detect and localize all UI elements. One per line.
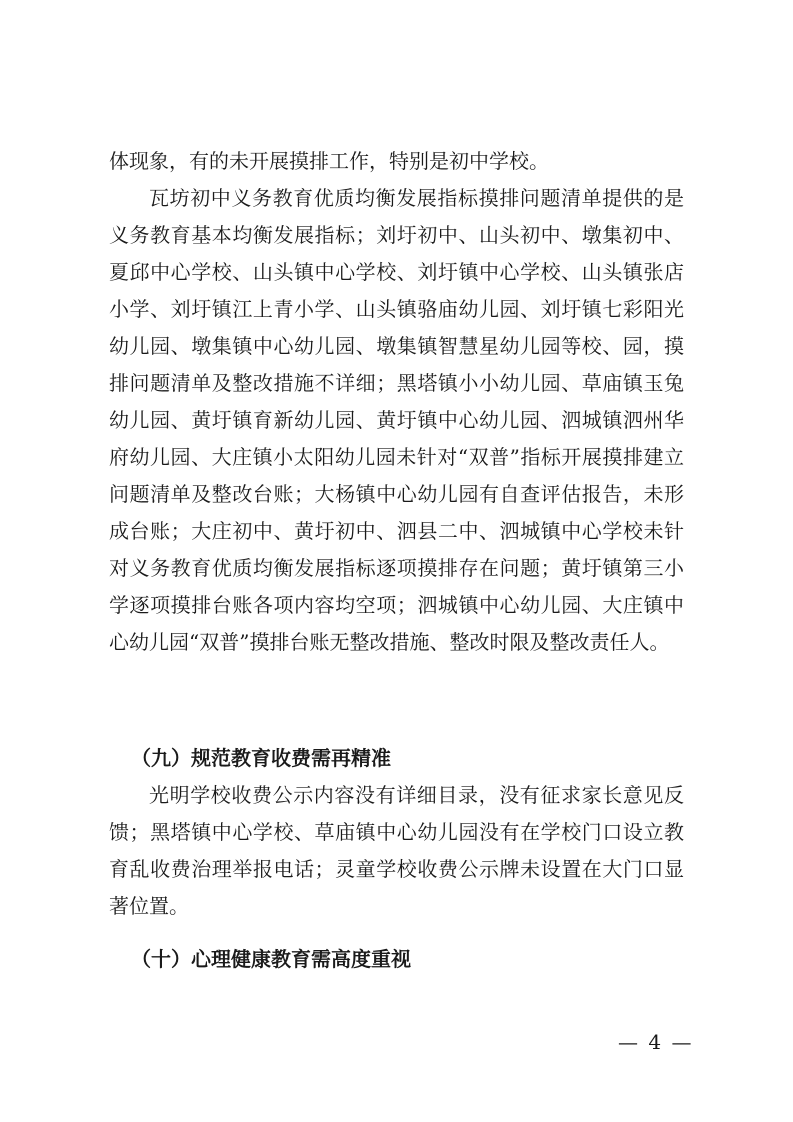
section-heading-10: （十）心理健康教育需高度重视 — [131, 947, 411, 971]
section-heading-9: （九）规范教育收费需再精准 — [131, 746, 391, 770]
page-number: — 4 — — [618, 1030, 694, 1054]
paragraph-fees: 光明学校收费公示内容没有详细目录，没有征求家长意见反馈；黑塔镇中心学校、草庙镇中心幼儿园没有在学校门口设立教育乱收费治理举报电话；灵童学校收费公示牌未设置在大门口显著位置。 — [109, 783, 684, 918]
paragraph-wafang-checklist: 瓦坊初中义务教育优质均衡发展指标摸排问题清单提供的是义务教育基本均衡发展指标；刘圩初中、山头初中、墩集初中、夏邱中心学校、山头镇中心学校、刘圩镇中心学校、山头镇张店小学、刘圩镇江上青小学、山头镇骆庙幼儿园、刘圩镇七彩阳光幼儿园、墩集镇中心幼儿园、墩集镇智慧星幼儿园等校、园，摸排问题清单及整改措施不详细；黑塔镇小小幼儿园、草庙镇玉兔幼儿园、黄圩镇育新幼儿园、黄圩镇中心幼儿园、泗城镇泗州华府幼儿园、大庄镇小太阳幼儿园未针对“双普”指标开展摸排建立问题清单及整改台账；大杨镇中心幼儿园有自查评估报告，未形成台账；大庄初中、黄圩初中、泗县二中、泗城镇中心学校未针对义务教育优质均衡发展指标逐项摸排存在问题；黄圩镇第三小学逐项摸排台账各项内容均空项；泗城镇中心幼儿园、大庄镇中心幼儿园“双普”摸排台账无整改措施、整改时限及整改责任人。 — [109, 186, 684, 654]
paragraph-continuation: 体现象，有的未开展摸排工作，特别是初中学校。 — [109, 149, 549, 173]
